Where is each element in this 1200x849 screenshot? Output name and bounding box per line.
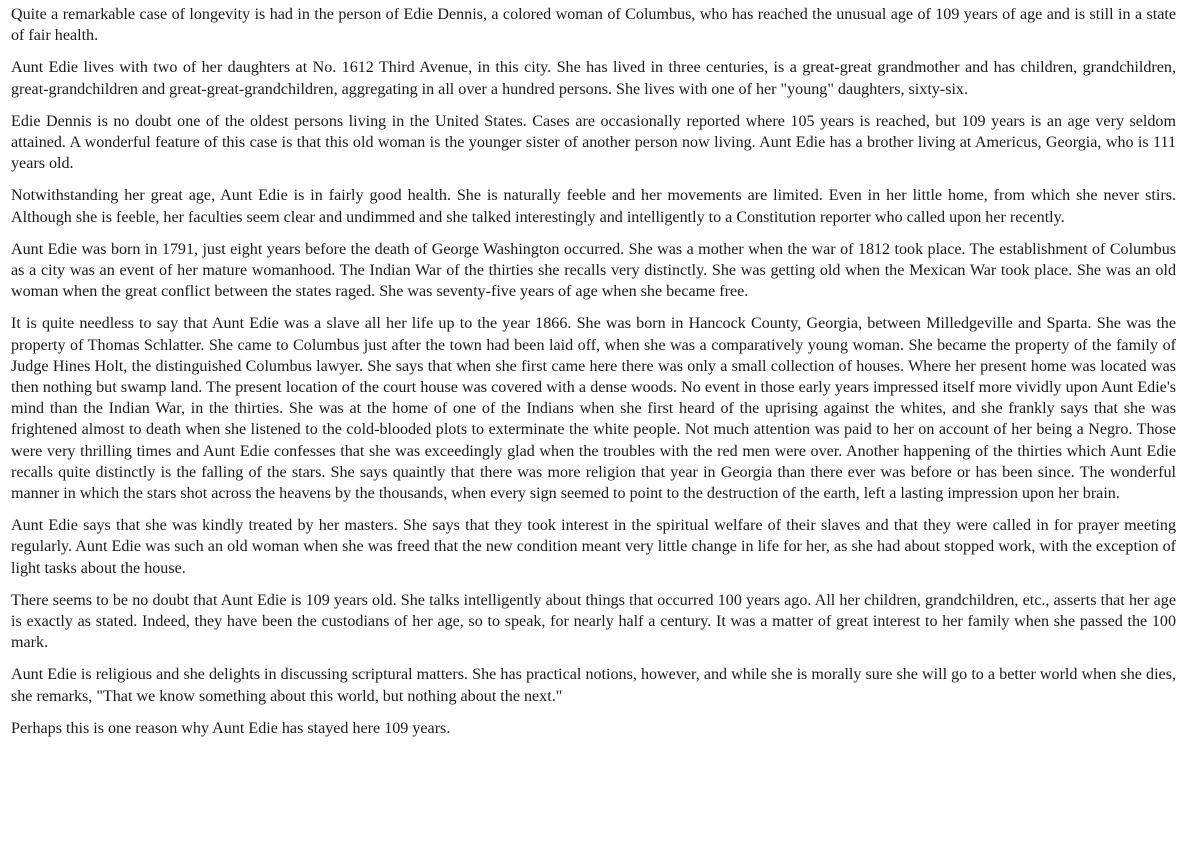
paragraph-age-verification: There seems to be no doubt that Aunt Edie is 109 years old. She talks intelligently about things that occurred 100 years ago. All her children, grandchildren, etc., asserts that her age is exactly as stated. Indeed, they have been the custodians of her age, so to speak, for nearly half a century. It was a matter of great interest to her family when she passed the 100 mark.	[11, 591, 1176, 652]
paragraph-intro: Quite a remarkable case of longevity is had in the person of Edie Dennis, a colored woman of Columbus, who has reached the unusual age of 109 years of age and is still in a state of fair health.	[11, 6, 1176, 45]
paragraph-closing: Perhaps this is one reason why Aunt Edie has stayed here 109 years.	[11, 719, 451, 737]
paragraph-slavery-memories: It is quite needless to say that Aunt Edie was a slave all her life up to the year 1866. She was born in Hancock County, Georgia, between Milledgeville and Sparta. She was the property of Thomas Schlatter. She came to Columbus just after the town had been laid off, when she was a comparatively young woman. She became the property of the family of Judge Hines Holt, the distinguished Columbus lawyer. She says that when she first came here there was only a small collection of houses. Where her present home was located was then nothing but swamp land. The present location of the court house was covered with a dense woods. No event in those early years impressed itself more vividly upon Aunt Edie's mind than the Indian War, in the thirties. She was at the home of one of the Indians when she first heard of the uprising against the whites, and she frankly says that she was frightened almost to death when she listened to the cold-blooded plots to exterminate the white people. Not much attention was paid to her on account of her being a Negro. Those were very thrilling times and Aunt Edie confesses that she was exceedingly glad when the troubles with the red men were over. Another happening of the thirties which Aunt Edie recalls quite distinctly is the falling of the stars. She says quaintly that there was more religion that year in Georgia than there ever was before or has been since. The wonderful manner in which the stars shot across the heavens by the thousands, when every sign seemed to point to the destruction of the earth, left a lasting impression upon her brain.	[11, 315, 1176, 503]
paragraph-birth-history: Aunt Edie was born in 1791, just eight years before the death of George Washington occurred. She was a mother when the war of 1812 took place. The establishment of Columbus as a city was an event of her mature womanhood. The Indian War of the thirties she recalls very distinctly. She was getting old when the Mexican War took place. She was an old woman when the great conflict between the states raged. She was seventy-five years of age when she became free.	[11, 240, 1176, 301]
paragraph-religion: Aunt Edie is religious and she delights in discussing scriptural matters. She has practical notions, however, and while she is morally sure she will go to a better world when she dies, she remarks, "That we know something about this world, but nothing about the next."	[11, 666, 1176, 705]
paragraph-age-rarity: Edie Dennis is no doubt one of the oldest persons living in the United States. Cases are occasionally reported where 105 years is reached, but 109 years is an age very seldom attained. A wonderful feature of this case is that this old woman is the younger sister of another person now living. Aunt Edie has a brother living at Americus, Georgia, who is 111 years old.	[11, 112, 1176, 173]
paragraph-health: Notwithstanding her great age, Aunt Edie is in fairly good health. She is naturally feeble and her movements are limited. Even in her little home, from which she never stirs. Although she is feeble, her faculties seem clear and undimmed and she talked interestingly and intelligently to a Constitution reporter who called upon her recently.	[11, 187, 1176, 226]
paragraph-treatment: Aunt Edie says that she was kindly treated by her masters. She says that they took interest in the spiritual welfare of their slaves and that they were called in for prayer meeting regularly. Aunt Edie was such an old woman when she was freed that the new condition meant very little change in life for her, as she had about stopped work, with the exception of light tasks about the house.	[11, 517, 1176, 577]
paragraph-family: Aunt Edie lives with two of her daughters at No. 1612 Third Avenue, in this city. She has lived in three centuries, is a great-great grandmother and has children, grandchildren, great-grandchildren and great-great-grandchildren, aggregating in all over a hundred persons. She lives with one of her "young" daughters, sixty-six.	[11, 59, 1176, 98]
